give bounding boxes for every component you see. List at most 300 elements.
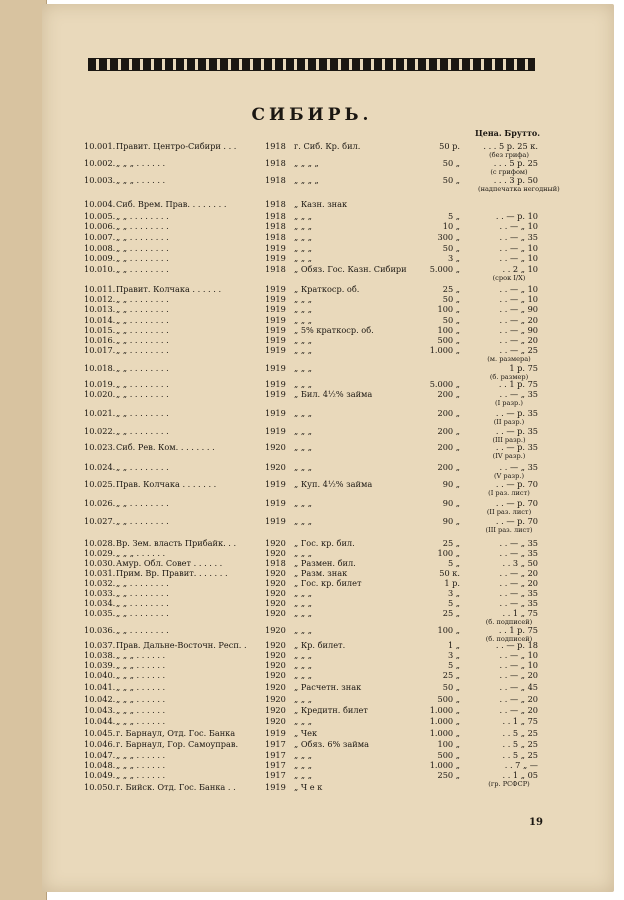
- row-nominal: 3 „: [447, 650, 460, 660]
- row-number: 10.044.: [84, 716, 116, 726]
- row-price: . . 1 р. 75: [498, 625, 538, 635]
- row-issuer: „ „ „ . . . . . .: [116, 760, 166, 770]
- row-number: 10.047.: [84, 750, 116, 760]
- table-row: [0, 462, 624, 472]
- row-issuer: „ „ . . . . . . . .: [116, 325, 169, 335]
- row-description: „ Расчетн. знак: [294, 682, 362, 692]
- row-issuer: Прим. Вр. Правит. . . . . . .: [116, 568, 228, 578]
- row-number: 10.022.: [84, 426, 116, 436]
- row-number: 10.021.: [84, 408, 116, 418]
- row-description: „ Чек: [294, 728, 318, 738]
- table-row: [0, 389, 624, 399]
- row-issuer: „ „ . . . . . . . .: [116, 389, 169, 399]
- row-number: 10.028.: [84, 538, 116, 548]
- row-number: 10.034.: [84, 598, 116, 608]
- row-description: „ „ „: [294, 442, 312, 452]
- row-year: 1919: [265, 782, 286, 792]
- row-description: „ „ „: [294, 660, 312, 670]
- row-year: 1920: [265, 598, 286, 608]
- price-note: (III раз. лист): [485, 526, 533, 534]
- row-description: „ „ „: [294, 650, 312, 660]
- row-number: 10.015.: [84, 325, 116, 335]
- row-nominal: 1.000 „: [429, 345, 460, 355]
- row-price: . . — „ 20: [499, 568, 538, 578]
- row-issuer: „ „ . . . . . . . .: [116, 315, 169, 325]
- row-year: 1920: [265, 625, 286, 635]
- row-issuer: „ „ . . . . . . . .: [116, 253, 169, 263]
- row-price: . . — р. 70: [495, 479, 538, 489]
- row-description: „ „ „: [294, 716, 312, 726]
- row-year: 1918: [265, 211, 286, 221]
- row-number: 10.049.: [84, 770, 116, 780]
- row-number: 10.009.: [84, 253, 116, 263]
- row-issuer: „ „ . . . . . . . .: [116, 335, 169, 345]
- row-year: 1920: [265, 716, 286, 726]
- row-price: . . — „ 35: [499, 232, 538, 242]
- row-issuer: „ „ . . . . . . . .: [116, 578, 169, 588]
- row-number: 10.032.: [84, 578, 116, 588]
- row-issuer: „ „ . . . . . . . .: [116, 598, 169, 608]
- row-number: 10.046.: [84, 739, 116, 749]
- row-year: 1920: [265, 660, 286, 670]
- row-year: 1920: [265, 694, 286, 704]
- row-number: 10.008.: [84, 243, 116, 253]
- table-row: [0, 408, 624, 418]
- row-year: 1918: [265, 221, 286, 231]
- row-issuer: „ „ „ . . . . . .: [116, 670, 166, 680]
- price-note: (б. подписей): [485, 618, 533, 626]
- row-year: 1920: [265, 578, 286, 588]
- row-number: 10.025.: [84, 479, 116, 489]
- row-nominal: 90 „: [442, 516, 460, 526]
- row-price: . . — „ 20: [499, 335, 538, 345]
- row-description: „ Куп. 4½% займа: [294, 479, 373, 489]
- table-row: [0, 243, 624, 253]
- row-issuer: „ „ . . . . . . . .: [116, 588, 169, 598]
- row-description: „ „ „: [294, 379, 312, 389]
- row-description: „ „ „ „: [294, 158, 319, 168]
- row-number: 10.017.: [84, 345, 116, 355]
- row-price: . . — „ 20: [499, 670, 538, 680]
- row-description: „ „ „: [294, 335, 312, 345]
- row-description: „ „ „: [294, 304, 312, 314]
- row-number: 10.011.: [84, 284, 116, 294]
- row-price: . . — „ 35: [499, 588, 538, 598]
- row-number: 10.037.: [84, 640, 116, 650]
- row-issuer: Сиб. Врем. Прав. . . . . . . .: [116, 199, 227, 209]
- row-number: 10.018.: [84, 363, 116, 373]
- row-year: 1919: [265, 335, 286, 345]
- row-number: 10.004.: [84, 199, 116, 209]
- row-price: . . — „ 10: [499, 284, 538, 294]
- row-description: „ „ „: [294, 243, 312, 253]
- row-year: 1920: [265, 538, 286, 548]
- row-nominal: 50 р.: [439, 141, 460, 151]
- row-nominal: 300 „: [437, 232, 460, 242]
- table-row: [0, 284, 624, 294]
- table-row: [0, 682, 624, 692]
- row-number: 10.005.: [84, 211, 116, 221]
- table-row: [0, 498, 624, 508]
- row-price: . . — р. 70: [495, 516, 538, 526]
- row-issuer: „ „ „ . . . . . .: [116, 694, 166, 704]
- row-price: . . 1 „ 75: [502, 608, 538, 618]
- row-nominal: 50 „: [442, 294, 460, 304]
- row-price: . . 5 „ 25: [502, 750, 538, 760]
- row-nominal: 200 „: [437, 389, 460, 399]
- row-description: „ Кредитн. билет: [294, 705, 368, 715]
- row-issuer: „ „ . . . . . . . .: [116, 221, 169, 231]
- row-year: 1919: [265, 304, 286, 314]
- row-year: 1919: [265, 408, 286, 418]
- row-nominal: 50 „: [442, 158, 460, 168]
- row-number: 10.038.: [84, 650, 116, 660]
- row-number: 10.001.: [84, 141, 116, 151]
- row-year: 1920: [265, 588, 286, 598]
- row-nominal: 90 „: [442, 498, 460, 508]
- page-number: 19: [529, 817, 543, 828]
- row-nominal: 1 „: [447, 640, 460, 650]
- row-price: . . — р. 10: [495, 211, 538, 221]
- row-description: „ „ „: [294, 750, 312, 760]
- row-description: „ Разм. знак: [294, 568, 348, 578]
- row-year: 1918: [265, 141, 286, 151]
- price-note: (м. размера): [487, 355, 531, 363]
- row-issuer: „ „ „ . . . . . .: [116, 650, 166, 660]
- row-number: 10.036.: [84, 625, 116, 635]
- row-issuer: „ „ „ . . . . . .: [116, 716, 166, 726]
- row-number: 10.042.: [84, 694, 116, 704]
- table-row: [0, 716, 624, 726]
- row-issuer: „ „ . . . . . . . .: [116, 345, 169, 355]
- table-row: [0, 608, 624, 618]
- row-year: 1919: [265, 345, 286, 355]
- row-price: . . — „ 10: [499, 243, 538, 253]
- table-row: [0, 426, 624, 436]
- row-year: 1919: [265, 243, 286, 253]
- row-issuer: „ „ „ . . . . . .: [116, 158, 166, 168]
- row-nominal: 100 „: [437, 625, 460, 635]
- price-note: (IV разр.): [492, 452, 526, 460]
- section-title: СИБИРЬ.: [251, 105, 373, 125]
- row-price: . . — р. 35: [495, 442, 538, 452]
- row-issuer: „ „ „ . . . . . .: [116, 682, 166, 692]
- row-year: 1919: [265, 284, 286, 294]
- row-nominal: 200 „: [437, 462, 460, 472]
- row-number: 10.043.: [84, 705, 116, 715]
- row-description: „ „ „: [294, 408, 312, 418]
- row-price: . . — „ 20: [499, 578, 538, 588]
- price-note: (без грифа): [489, 151, 529, 159]
- row-price: . . — „ 10: [499, 221, 538, 231]
- table-row: [0, 304, 624, 314]
- row-year: 1919: [265, 315, 286, 325]
- row-price: . . 7 „ —: [504, 760, 538, 770]
- row-description: „ „ „: [294, 221, 312, 231]
- price-note: (I раз. лист): [488, 489, 530, 497]
- row-price: . . — „ 35: [499, 462, 538, 472]
- row-description: „ „ „: [294, 232, 312, 242]
- price-note: (срок I/X): [492, 274, 526, 282]
- row-nominal: 50 „: [442, 175, 460, 185]
- table-row: [0, 141, 624, 151]
- row-year: 1920: [265, 568, 286, 578]
- row-issuer: „ „ . . . . . . . .: [116, 294, 169, 304]
- row-year: 1919: [265, 363, 286, 373]
- row-issuer: Правит. Колчака . . . . . .: [116, 284, 222, 294]
- row-year: 1919: [265, 379, 286, 389]
- row-description: „ „ „: [294, 598, 312, 608]
- row-number: 10.030.: [84, 558, 116, 568]
- row-price: . . 3 „ 50: [502, 558, 538, 568]
- row-issuer: „ „ . . . . . . . .: [116, 211, 169, 221]
- table-row: [0, 650, 624, 660]
- row-nominal: 50 „: [442, 682, 460, 692]
- row-number: 10.020.: [84, 389, 116, 399]
- row-issuer: „ „ „ . . . . . .: [116, 705, 166, 715]
- row-nominal: 1.000 „: [429, 728, 460, 738]
- row-description: „ Кр. билет.: [294, 640, 346, 650]
- row-year: 1917: [265, 760, 286, 770]
- row-nominal: 1.000 „: [429, 705, 460, 715]
- row-year: 1920: [265, 705, 286, 715]
- row-description: „ „ „: [294, 426, 312, 436]
- row-issuer: „ „ . . . . . . . .: [116, 408, 169, 418]
- row-issuer: Амур. Обл. Совет . . . . . .: [116, 558, 223, 568]
- row-description: „ „ „: [294, 588, 312, 598]
- row-description: „ „ „: [294, 294, 312, 304]
- row-year: 1920: [265, 670, 286, 680]
- row-issuer: „ „ . . . . . . . .: [116, 498, 169, 508]
- row-description: „ „ „: [294, 345, 312, 355]
- row-description: „ „ „ „: [294, 175, 319, 185]
- row-nominal: 200 „: [437, 426, 460, 436]
- row-description: „ „ „: [294, 211, 312, 221]
- row-description: „ „ „: [294, 363, 312, 373]
- row-description: „ „ „: [294, 770, 312, 780]
- row-number: 10.026.: [84, 498, 116, 508]
- row-year: 1917: [265, 770, 286, 780]
- price-note: (с грифом): [490, 168, 528, 176]
- row-year: 1918: [265, 199, 286, 209]
- row-nominal: 5 „: [447, 558, 460, 568]
- row-description: „ Гос. кр. бил.: [294, 538, 355, 548]
- row-number: 10.029.: [84, 548, 116, 558]
- table-row: [0, 345, 624, 355]
- row-price: . . — „ 35: [499, 538, 538, 548]
- row-nominal: 50 к.: [439, 568, 460, 578]
- table-row: [0, 598, 624, 608]
- row-price: . . — „ 35: [499, 389, 538, 399]
- row-year: 1919: [265, 426, 286, 436]
- row-nominal: 3 „: [447, 253, 460, 263]
- row-year: 1917: [265, 739, 286, 749]
- row-number: 10.041.: [84, 682, 116, 692]
- row-nominal: 1.000 „: [429, 760, 460, 770]
- row-number: 10.050.: [84, 782, 116, 792]
- row-year: 1919: [265, 253, 286, 263]
- row-issuer: „ „ . . . . . . . .: [116, 426, 169, 436]
- row-issuer: г. Бийск. Отд. Гос. Банка . .: [116, 782, 236, 792]
- row-nominal: 250 „: [437, 770, 460, 780]
- row-year: 1919: [265, 294, 286, 304]
- row-number: 10.040.: [84, 670, 116, 680]
- row-description: „ Гос. кр. билет: [294, 578, 362, 588]
- price-note: (V разр.): [493, 472, 525, 480]
- table-row: [0, 253, 624, 263]
- row-issuer: г. Барнаул, Отд. Гос. Банка: [116, 728, 236, 738]
- row-price: . . — р. 70: [495, 498, 538, 508]
- row-issuer: г. Барнаул, Гор. Самоуправ.: [116, 739, 239, 749]
- row-year: 1920: [265, 442, 286, 452]
- table-row: [0, 750, 624, 760]
- table-row: [0, 325, 624, 335]
- row-price: . . 1 „ 75: [502, 716, 538, 726]
- table-row: [0, 760, 624, 770]
- row-number: 10.039.: [84, 660, 116, 670]
- row-year: 1918: [265, 232, 286, 242]
- row-year: 1919: [265, 325, 286, 335]
- row-price: . . . 3 р. 50: [493, 175, 538, 185]
- row-price: . . — „ 10: [499, 253, 538, 263]
- row-nominal: 500 „: [437, 335, 460, 345]
- price-note: (II разр.): [493, 418, 525, 426]
- row-nominal: 100 „: [437, 739, 460, 749]
- row-issuer: „ „ . . . . . . . .: [116, 516, 169, 526]
- row-number: 10.024.: [84, 462, 116, 472]
- row-number: 10.006.: [84, 221, 116, 231]
- table-row: [0, 728, 624, 738]
- price-note: (III разр.): [492, 436, 526, 444]
- table-row: [0, 232, 624, 242]
- row-nominal: 500 „: [437, 750, 460, 760]
- row-issuer: „ „ . . . . . . . .: [116, 363, 169, 373]
- row-year: 1919: [265, 728, 286, 738]
- row-description: г. Сиб. Кр. бил.: [294, 141, 361, 151]
- row-nominal: 5.000 „: [429, 264, 460, 274]
- table-row: [0, 221, 624, 231]
- row-number: 10.023.: [84, 442, 116, 452]
- table-row: [0, 335, 624, 345]
- table-row: [0, 770, 624, 780]
- row-issuer: „ „ . . . . . . . .: [116, 232, 169, 242]
- table-row: [0, 739, 624, 749]
- table-row: [0, 670, 624, 680]
- row-issuer: „ „ . . . . . . . .: [116, 243, 169, 253]
- row-issuer: „ „ „ . . . . . .: [116, 175, 166, 185]
- row-number: 10.045.: [84, 728, 116, 738]
- row-price: . . — „ 20: [499, 705, 538, 715]
- row-description: „ Обяз. 6% займа: [294, 739, 369, 749]
- table-row: [0, 516, 624, 526]
- row-issuer: „ „ . . . . . . . .: [116, 462, 169, 472]
- row-year: 1920: [265, 682, 286, 692]
- row-description: „ „ „: [294, 498, 312, 508]
- row-price: . . — „ 25: [499, 345, 538, 355]
- row-description: „ „ „: [294, 670, 312, 680]
- row-description: „ 5% краткоср. об.: [294, 325, 374, 335]
- table-row: [0, 694, 624, 704]
- price-note: (гр. РСФСР): [488, 780, 530, 788]
- row-nominal: 1.000 „: [429, 716, 460, 726]
- row-number: 10.013.: [84, 304, 116, 314]
- row-issuer: „ „ „ . . . . . .: [116, 750, 166, 760]
- row-year: 1920: [265, 548, 286, 558]
- row-issuer: Прав. Колчака . . . . . . .: [116, 479, 217, 489]
- row-year: 1920: [265, 462, 286, 472]
- row-year: 1918: [265, 158, 286, 168]
- price-note: (б. размер): [489, 373, 529, 381]
- row-description: „ „ „: [294, 315, 312, 325]
- row-nominal: 100 „: [437, 304, 460, 314]
- row-year: 1919: [265, 516, 286, 526]
- row-nominal: 25 „: [442, 608, 460, 618]
- row-issuer: „ „ . . . . . . . .: [116, 608, 169, 618]
- row-price: 1 р. 75: [509, 363, 538, 373]
- row-number: 10.012.: [84, 294, 116, 304]
- row-nominal: 50 „: [442, 315, 460, 325]
- table-row: [0, 588, 624, 598]
- row-price: . . — р. 18: [495, 640, 538, 650]
- table-row: [0, 211, 624, 221]
- row-year: 1920: [265, 640, 286, 650]
- table-row: [0, 705, 624, 715]
- price-note: (надпечатка негодный): [478, 185, 560, 193]
- row-number: 10.035.: [84, 608, 116, 618]
- row-year: 1919: [265, 498, 286, 508]
- row-nominal: 3 „: [447, 588, 460, 598]
- row-nominal: 200 „: [437, 442, 460, 452]
- table-row: [0, 315, 624, 325]
- row-price: . . 1 р. 75: [498, 379, 538, 389]
- row-price: . . . 5 р. 25: [493, 158, 538, 168]
- row-number: 10.002.: [84, 158, 116, 168]
- row-nominal: 50 „: [442, 243, 460, 253]
- row-nominal: 25 „: [442, 538, 460, 548]
- row-nominal: 90 „: [442, 479, 460, 489]
- row-issuer: „ „ „ . . . . . .: [116, 660, 166, 670]
- row-nominal: 100 „: [437, 548, 460, 558]
- table-row: [0, 578, 624, 588]
- row-description: „ „ „: [294, 625, 312, 635]
- row-description: „ Обяз. Гос. Казн. Сибири: [294, 264, 407, 274]
- table-row: [0, 363, 624, 373]
- row-number: 10.031.: [84, 568, 116, 578]
- row-price: . . — „ 20: [499, 694, 538, 704]
- row-number: 10.003.: [84, 175, 116, 185]
- row-year: 1919: [265, 389, 286, 399]
- row-issuer: Вр. Зем. власть Прибайк. . .: [116, 538, 237, 548]
- row-description: „ Казн. знак: [294, 199, 348, 209]
- row-number: 10.027.: [84, 516, 116, 526]
- row-price: . . — „ 10: [499, 650, 538, 660]
- row-description: „ Размен. бил.: [294, 558, 356, 568]
- row-nominal: 5.000 „: [429, 379, 460, 389]
- row-issuer: „ „ . . . . . . . .: [116, 264, 169, 274]
- row-nominal: 5 „: [447, 660, 460, 670]
- price-note: (I разр.): [495, 399, 523, 407]
- row-nominal: 25 „: [442, 284, 460, 294]
- price-note: (б. подписей): [485, 635, 533, 643]
- row-nominal: 5 „: [447, 598, 460, 608]
- table-row: [0, 568, 624, 578]
- row-description: „ „ „: [294, 253, 312, 263]
- row-nominal: 5 „: [447, 211, 460, 221]
- row-year: 1920: [265, 650, 286, 660]
- row-nominal: 100 „: [437, 325, 460, 335]
- row-year: 1919: [265, 479, 286, 489]
- row-description: „ „ „: [294, 462, 312, 472]
